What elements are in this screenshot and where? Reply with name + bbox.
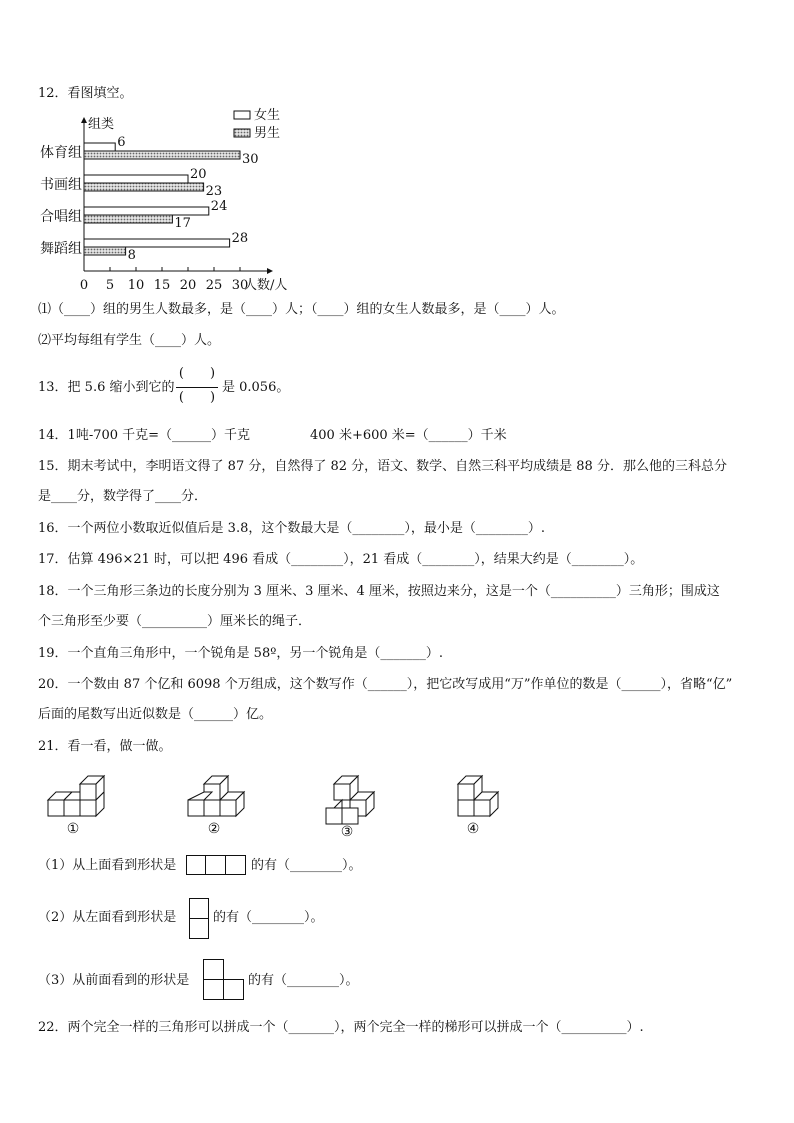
bar-female — [84, 143, 115, 151]
cube-figure-2 — [182, 772, 252, 838]
cube-figure-4 — [452, 772, 522, 838]
legend-swatch-female — [234, 111, 250, 119]
q19-text: 19．一个直角三角形中，一个锐角是 58º，另一个锐角是（_______）. — [38, 646, 443, 661]
fraction-denominator: ( ) — [178, 390, 216, 405]
left-view-cell — [189, 918, 209, 939]
category-label: 体育组 — [40, 145, 82, 161]
x-axis-label: 人数/人 — [244, 278, 288, 293]
q18-line1: 18．一个三角形三条边的长度分别为 3 厘米、3 厘米、4 厘米，按照边来分，这是一个（__________）三角形；围成这 — [38, 584, 720, 599]
fraction-numerator: ( ) — [178, 366, 216, 381]
figure-label-2: ② — [207, 821, 221, 837]
figure-label-1: ① — [66, 821, 80, 837]
q21-s3-before: （3）从前面看到的形状是 — [38, 973, 190, 988]
bar-male — [84, 151, 240, 159]
cube-figure-1 — [42, 772, 112, 838]
fraction — [174, 365, 220, 411]
x-tick-label: 30 — [231, 278, 249, 293]
cube-figure-3 — [318, 772, 388, 838]
bar-male — [84, 215, 172, 223]
legend-label-female: 女生 — [254, 108, 281, 123]
category-label: 合唱组 — [40, 209, 82, 225]
bar-label-male: 8 — [127, 248, 136, 263]
left-view-cell — [189, 898, 209, 919]
y-axis-label: 组类 — [88, 117, 115, 132]
q12-sub1: ⑴（____）组的男生人数最多，是（____）人；（____）组的女生人数最多，是（____）人。 — [38, 302, 565, 317]
figure-label-4: ④ — [466, 821, 480, 837]
fraction-bar — [176, 387, 218, 388]
category-label: 舞蹈组 — [40, 241, 82, 257]
q14-part1: 14．1吨-700 千克=（______）千克 — [38, 428, 251, 443]
category-label: 书画组 — [40, 177, 82, 193]
bar-label-male: 17 — [174, 216, 191, 231]
q20-line1: 20．一个数由 87 个亿和 6098 个万组成，这个数写作（______），把它改写成用“万”作单位的数是（______），省略“亿” — [38, 677, 733, 692]
figure-label-3: ③ — [340, 824, 354, 838]
front-view-cell — [223, 979, 244, 1000]
bar-female — [84, 175, 188, 183]
front-view-cell — [203, 979, 224, 1000]
q21-s2-before: （2）从左面看到形状是 — [38, 910, 177, 925]
bar-label-female: 6 — [117, 135, 126, 150]
q13-before: 13．把 5.6 缩小到它的 — [38, 380, 175, 395]
q12-title: 12．看图填空。 — [38, 86, 133, 101]
q21-s2-after: 的有（________）。 — [213, 910, 324, 925]
bar-male — [84, 247, 126, 255]
top-view-cell — [225, 855, 246, 875]
x-tick-label: 5 — [105, 278, 115, 293]
bar-label-male: 23 — [205, 184, 223, 199]
bar-label-female: 28 — [231, 231, 249, 246]
bar-female — [84, 207, 209, 215]
q21-s1-before: （1）从上面看到形状是 — [38, 858, 177, 873]
q16-text: 16．一个两位小数取近似值后是 3.8，这个数最大是（________），最小是（________）. — [38, 521, 545, 536]
x-tick-label: 25 — [205, 278, 223, 293]
q12-sub2: ⑵平均每组有学生（____）人。 — [38, 333, 221, 348]
legend-swatch-male — [234, 129, 250, 137]
x-tick-label: 20 — [179, 278, 197, 293]
top-view-cell — [205, 855, 226, 875]
x-tick-label: 10 — [127, 278, 145, 293]
x-tick-label: 0 — [79, 278, 89, 293]
q18-line2: 个三角形至少要（__________）厘米长的绳子． — [38, 614, 312, 629]
y-axis-arrow — [81, 117, 87, 123]
q17-text: 17．估算 496×21 时，可以把 496 看成（________），21 看成（________），结果大约是（________）。 — [38, 552, 644, 567]
bar-label-female: 24 — [210, 199, 228, 214]
q14-part2: 400 米+600 米=（______）千米 — [310, 428, 507, 443]
q15-line1: 15．期末考试中，李明语文得了 87 分，自然得了 82 分，语文、数学、自然三科平均成绩是 88 分．那么他的三科总分 — [38, 459, 727, 474]
q15-line2: 是____分，数学得了____分． — [38, 489, 208, 504]
legend-label-male: 男生 — [254, 126, 281, 141]
x-axis-arrow — [267, 268, 273, 274]
bar-label-female: 20 — [190, 167, 207, 182]
bar-label-male: 30 — [242, 152, 259, 167]
q20-line2: 后面的尾数写出近似数是（______）亿。 — [38, 707, 273, 722]
q13-after: 是 0.056。 — [222, 380, 290, 395]
q21-title: 21．看一看，做一做。 — [38, 739, 172, 754]
bar-male — [84, 183, 204, 191]
top-view-cell — [186, 855, 206, 875]
bar-chart — [30, 104, 330, 296]
x-tick-label: 15 — [153, 278, 171, 293]
q22-text: 22．两个完全一样的三角形可以拼成一个（_______），两个完全一样的梯形可以拼成一个（__________）. — [38, 1020, 644, 1035]
front-view-cell — [203, 959, 224, 980]
bar-female — [84, 239, 230, 247]
q21-s3-after: 的有（________）。 — [248, 973, 359, 988]
q21-s1-after: 的有（________）。 — [251, 858, 362, 873]
